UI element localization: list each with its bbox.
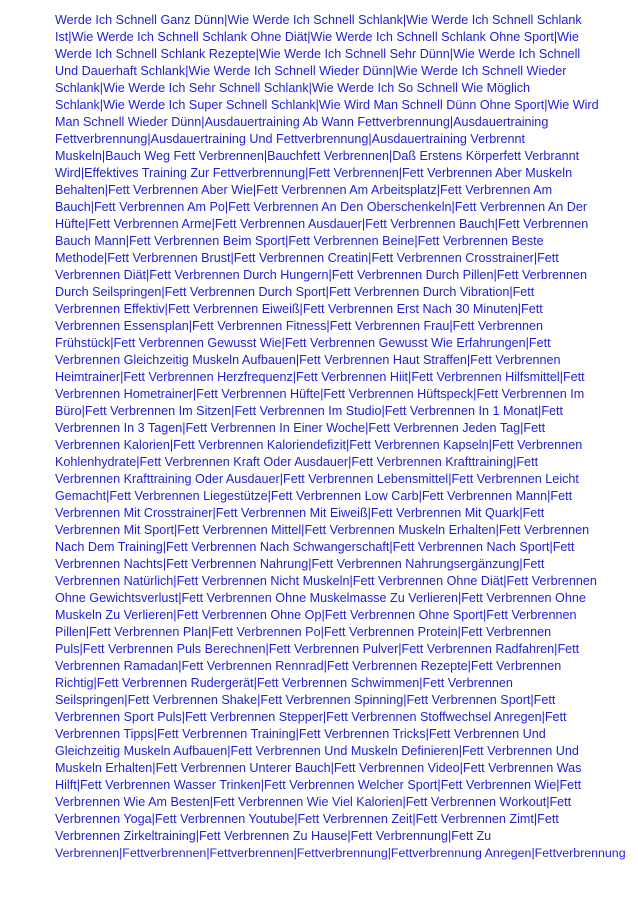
keyword-link-line[interactable]: Frühstück|Fett Verbrennen Gewusst Wie|Fett Verbrennen Gewusst Wie Erfahrungen|Fett [55, 336, 551, 350]
keyword-link-line[interactable]: Verbrennen Natürlich|Fett Verbrennen Nicht Muskeln|Fett Verbrennen Ohne Diät|Fett Verbrennen [55, 574, 597, 588]
keyword-link-line[interactable]: Muskeln Zu Verlieren|Fett Verbrennen Ohne Op|Fett Verbrennen Ohne Sport|Fett Verbrennen [55, 608, 577, 622]
keyword-link-line[interactable]: Methode|Fett Verbrennen Brust|Fett Verbrennen Creatin|Fett Verbrennen Crosstrainer|Fett [55, 251, 559, 265]
keyword-link-line[interactable]: Verbrennen Yoga|Fett Verbrennen Youtube|Fett Verbrennen Zeit|Fett Verbrennen Zimt|Fett [55, 812, 559, 826]
keyword-link-line[interactable]: Verbrennen Mit Sport|Fett Verbrennen Mittel|Fett Verbrennen Muskeln Erhalten|Fett Verbrennen [55, 523, 590, 537]
keyword-link-line[interactable]: Wird|Effektives Training Zur Fettverbrennung|Fett Verbrennen|Fett Verbrennen Aber Muskeln [55, 166, 573, 180]
keyword-link-line[interactable]: Und Dauerhaft Schlank|Wie Werde Ich Schnell Wieder Dünn|Wie Werde Ich Schnell Wieder [55, 64, 567, 78]
keyword-link-line[interactable]: Verbrennen Wie Am Besten|Fett Verbrennen Wie Viel Kalorien|Fett Verbrennen Workout|Fett [55, 795, 572, 809]
keyword-link-line[interactable]: Durch Seilspringen|Fett Verbrennen Durch Sport|Fett Verbrennen Durch Vibration|Fett [55, 285, 535, 299]
keyword-link-line[interactable]: Kohlenhydrate|Fett Verbrennen Kraft Oder Ausdauer|Fett Verbrennen Krafttraining|Fett [55, 455, 539, 469]
keyword-link-line[interactable]: Verbrennen Gleichzeitig Muskeln Aufbauen|Fett Verbrennen Haut Straffen|Fett Verbrennen [55, 353, 561, 367]
keyword-link-line[interactable]: Verbrennen Krafttraining Oder Ausdauer|Fett Verbrennen Lebensmittel|Fett Verbrennen Leicht [55, 472, 579, 486]
keyword-link-line[interactable]: Büro|Fett Verbrennen Im Sitzen|Fett Verbrennen Im Studio|Fett Verbrennen In 1 Monat|Fett [55, 404, 564, 418]
keyword-link-line[interactable]: Schlank|Wie Werde Ich Sehr Schnell Schlank|Wie Werde Ich So Schnell Wie Möglich [55, 81, 531, 95]
keyword-link-line[interactable]: Gemacht|Fett Verbrennen Liegestütze|Fett Verbrennen Low Carb|Fett Verbrennen Mann|Fett [55, 489, 573, 503]
keyword-link-line[interactable]: Schlank|Wie Werde Ich Super Schnell Schlank|Wie Wird Man Schnell Dünn Ohne Sport|Wie Wird [55, 98, 599, 112]
keyword-link-line[interactable]: Heimtrainer|Fett Verbrennen Herzfrequenz|Fett Verbrennen Hiit|Fett Verbrennen Hilfsmittel|Fett [55, 370, 585, 384]
keyword-link-line[interactable]: Ohne Gewichtsverlust|Fett Verbrennen Ohne Muskelmasse Zu Verlieren|Fett Verbrennen Ohne [55, 591, 586, 605]
keyword-link-line[interactable]: Werde Ich Schnell Ganz Dünn|Wie Werde Ich Schnell Schlank|Wie Werde Ich Schnell Schlank [55, 13, 582, 27]
keyword-link-line[interactable]: Bauch|Fett Verbrennen Am Po|Fett Verbrennen An Den Oberschenkeln|Fett Verbrennen An Der [55, 200, 588, 214]
keyword-link-line[interactable]: Verbrennen In 3 Tagen|Fett Verbrennen In Einer Woche|Fett Verbrennen Jeden Tag|Fett [55, 421, 546, 435]
keyword-link-line[interactable]: Verbrennen Zirkeltraining|Fett Verbrennen Zu Hause|Fett Verbrennung|Fett Zu [55, 829, 492, 843]
keyword-link-line[interactable]: Man Schnell Wieder Dünn|Ausdauertraining Ab Wann Fettverbrennung|Ausdauertraining [55, 115, 549, 129]
keyword-link-line[interactable]: Verbrennen Diät|Fett Verbrennen Durch Hungern|Fett Verbrennen Durch Pillen|Fett Verbrennen [55, 268, 588, 282]
keyword-link-line[interactable]: Richtig|Fett Verbrennen Rudergerät|Fett Verbrennen Schwimmen|Fett Verbrennen [55, 676, 513, 690]
keyword-link-line[interactable]: Verbrennen Effektiv|Fett Verbrennen Eiweiß|Fett Verbrennen Erst Nach 30 Minuten|Fett [55, 302, 543, 316]
keyword-link-line[interactable]: Seilspringen|Fett Verbrennen Shake|Fett Verbrennen Spinning|Fett Verbrennen Sport|Fett [55, 693, 556, 707]
keyword-link-line[interactable]: Pillen|Fett Verbrennen Plan|Fett Verbrennen Po|Fett Verbrennen Protein|Fett Verbrennen [55, 625, 552, 639]
keyword-link-line[interactable]: Verbrennen Sport Puls|Fett Verbrennen Stepper|Fett Verbrennen Stoffwechsel Anregen|Fett [55, 710, 567, 724]
keyword-link-line[interactable]: Muskeln|Bauch Weg Fett Verbrennen|Bauchfett Verbrennen|Daß Erstens Körperfett Verbrannt [55, 149, 580, 163]
keyword-link-line[interactable]: Hüfte|Fett Verbrennen Arme|Fett Verbrennen Ausdauer|Fett Verbrennen Bauch|Fett Verbrennen [55, 217, 589, 231]
keyword-link-line[interactable]: Ist|Wie Werde Ich Schnell Schlank Ohne Diät|Wie Werde Ich Schnell Schlank Ohne Sport|Wie [55, 30, 579, 44]
keyword-link-line[interactable]: Behalten|Fett Verbrennen Aber Wie|Fett Verbrennen Am Arbeitsplatz|Fett Verbrennen Am [55, 183, 553, 197]
keyword-link-line[interactable]: Bauch Mann|Fett Verbrennen Beim Sport|Fett Verbrennen Beine|Fett Verbrennen Beste [55, 234, 544, 248]
keyword-link-line[interactable]: Werde Ich Schnell Schlank Rezepte|Wie Werde Ich Schnell Sehr Dünn|Wie Werde Ich Schnell [55, 47, 581, 61]
keyword-link-line[interactable]: Verbrennen Mit Crosstrainer|Fett Verbrennen Mit Eiweiß|Fett Verbrennen Mit Quark|Fett [55, 506, 545, 520]
keyword-link-line[interactable]: Verbrennen Tipps|Fett Verbrennen Training|Fett Verbrennen Tricks|Fett Verbrennen Und [55, 727, 546, 741]
keyword-link-line[interactable]: Verbrennen|Fettverbrennen|Fettverbrennen|Fettverbrennung|Fettverbrennung Anregen|Fettverbrennung [55, 846, 626, 860]
keyword-link-line[interactable]: Verbrennen Nachts|Fett Verbrennen Nahrung|Fett Verbrennen Nahrungsergänzung|Fett [55, 557, 545, 571]
keyword-link-line[interactable]: Puls|Fett Verbrennen Puls Berechnen|Fett Verbrennen Pulver|Fett Verbrennen Radfahren|Fett [55, 642, 580, 656]
keyword-link-line[interactable]: Verbrennen Hometrainer|Fett Verbrennen Hüfte|Fett Verbrennen Hüftspeck|Fett Verbrennen Im [55, 387, 585, 401]
keyword-link-line[interactable]: Nach Dem Training|Fett Verbrennen Nach Schwangerschaft|Fett Verbrennen Nach Sport|Fett [55, 540, 575, 554]
keyword-link-line[interactable]: Gleichzeitig Muskeln Aufbauen|Fett Verbrennen Und Muskeln Definieren|Fett Verbrennen Und [55, 744, 579, 758]
keyword-link-line[interactable]: Verbrennen Essensplan|Fett Verbrennen Fitness|Fett Verbrennen Frau|Fett Verbrennen [55, 319, 543, 333]
keyword-link-line[interactable]: Hilft|Fett Verbrennen Wasser Trinken|Fett Verbrennen Welcher Sport|Fett Verbrennen Wie|Fett [55, 778, 582, 792]
keyword-link-list [55, 12, 626, 862]
keyword-link-line[interactable]: Fettverbrennung|Ausdauertraining Und Fettverbrennung|Ausdauertraining Verbrennt [55, 132, 526, 146]
keyword-link-line[interactable]: Verbrennen Kalorien|Fett Verbrennen Kaloriendefizit|Fett Verbrennen Kapseln|Fett Verbrennen [55, 438, 583, 452]
keyword-link-line[interactable]: Verbrennen Ramadan|Fett Verbrennen Rennrad|Fett Verbrennen Rezepte|Fett Verbrennen [55, 659, 562, 673]
keyword-link-line[interactable]: Muskeln Erhalten|Fett Verbrennen Unterer Bauch|Fett Verbrennen Video|Fett Verbrennen Was [55, 761, 582, 775]
